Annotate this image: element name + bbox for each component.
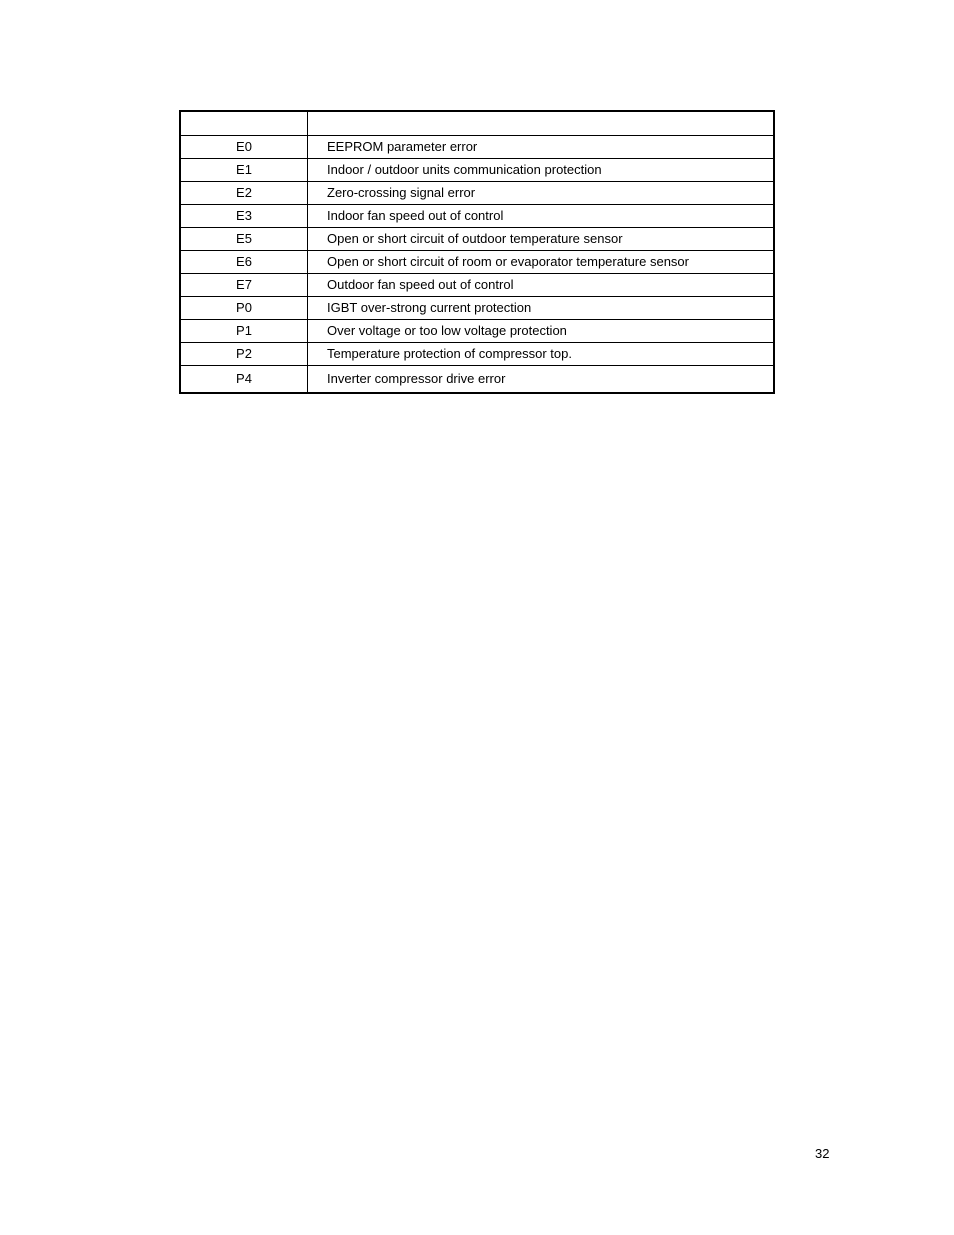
error-description: Open or short circuit of outdoor temperature sensor [308, 228, 775, 251]
header-description-cell [308, 111, 775, 136]
error-code: E7 [180, 274, 308, 297]
error-code-table [179, 110, 775, 394]
table-row [180, 320, 774, 343]
error-description: Outdoor fan speed out of control [308, 274, 775, 297]
error-description: Indoor fan speed out of control [308, 205, 775, 228]
error-code: P2 [180, 343, 308, 366]
error-code: E0 [180, 136, 308, 159]
error-description: IGBT over-strong current protection [308, 297, 775, 320]
table-row [180, 228, 774, 251]
error-description: Inverter compressor drive error [308, 366, 775, 394]
table-header-row [180, 111, 774, 136]
table-row [180, 136, 774, 159]
table-row [180, 251, 774, 274]
error-description: Indoor / outdoor units communication protection [308, 159, 775, 182]
error-description: Temperature protection of compressor top. [308, 343, 775, 366]
error-code: E2 [180, 182, 308, 205]
table-row [180, 297, 774, 320]
table-row [180, 205, 774, 228]
table-row [180, 366, 774, 394]
table-row [180, 182, 774, 205]
error-code: E1 [180, 159, 308, 182]
error-description: Over voltage or too low voltage protection [308, 320, 775, 343]
table-row [180, 274, 774, 297]
error-description: EEPROM parameter error [308, 136, 775, 159]
table-row [180, 159, 774, 182]
error-description: Zero-crossing signal error [308, 182, 775, 205]
error-code: P0 [180, 297, 308, 320]
header-code-cell [180, 111, 308, 136]
error-code: E6 [180, 251, 308, 274]
error-code: E5 [180, 228, 308, 251]
error-code: P4 [180, 366, 308, 394]
error-code: E3 [180, 205, 308, 228]
page-number: 32 [815, 1146, 830, 1161]
error-code: P1 [180, 320, 308, 343]
table-row [180, 343, 774, 366]
error-description: Open or short circuit of room or evaporator temperature sensor [308, 251, 775, 274]
